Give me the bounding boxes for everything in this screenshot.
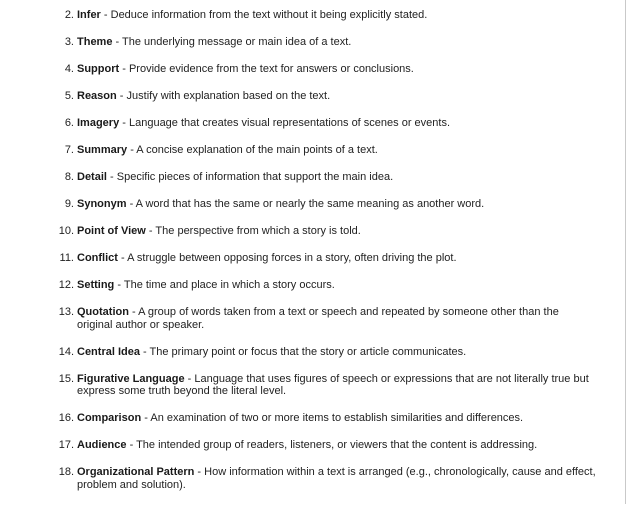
item-definition: - Specific pieces of information that support the main idea.	[106, 171, 394, 183]
item-term: Comparison	[77, 412, 142, 424]
item-number: 15.	[58, 372, 74, 385]
item-definition: - A group of words taken from a text or speech and repeated by someone other than the original author or speaker.	[77, 306, 559, 331]
item-definition: - Justify with explanation based on the text.	[116, 90, 331, 102]
item-term: Detail	[77, 171, 107, 183]
item-term: Support	[77, 63, 120, 75]
item-definition: - A word that has the same or nearly the same meaning as another word.	[126, 198, 485, 210]
list-item	[56, 198, 596, 211]
item-number: 10.	[58, 225, 74, 237]
item-number: 13.	[58, 306, 74, 318]
item-number: 7.	[64, 144, 74, 156]
item-term: Summary	[77, 144, 128, 156]
list-item	[56, 373, 596, 398]
list-item	[56, 144, 596, 157]
item-definition: - Provide evidence from the text for answers or conclusions.	[119, 63, 414, 75]
item-term: Reason	[77, 90, 117, 102]
list-item	[56, 346, 596, 359]
item-definition: - Language that creates visual representations of scenes or events.	[119, 117, 451, 129]
item-term: Quotation	[77, 306, 129, 318]
list-item	[56, 439, 596, 452]
list-item	[56, 63, 596, 76]
item-number: 16.	[58, 412, 74, 424]
item-number: 5.	[64, 90, 74, 102]
item-definition: - The primary point or focus that the story or article communicates.	[139, 345, 467, 358]
item-term: Figurative Language	[77, 372, 185, 385]
list-item	[56, 117, 596, 130]
item-definition: - Deduce information from the text without it being explicitly stated.	[100, 9, 428, 21]
item-definition: - The time and place in which a story occurs.	[114, 279, 335, 291]
item-term: Infer	[77, 9, 101, 21]
item-number: 6.	[64, 117, 74, 129]
item-number: 14.	[58, 345, 74, 358]
item-number: 4.	[64, 63, 74, 75]
item-term: Point of View	[77, 225, 146, 237]
item-number: 12.	[58, 279, 74, 291]
item-definition: - The underlying message or main idea of a text.	[112, 36, 352, 48]
list-item	[56, 225, 596, 238]
item-definition: - A struggle between opposing forces in a story, often driving the plot.	[117, 252, 457, 264]
item-definition: - The intended group of readers, listeners, or viewers that the content is addressing.	[126, 439, 538, 451]
item-term: Central Idea	[77, 345, 140, 358]
item-definition: - Language that uses figures of speech or expressions that are not literally true but express some truth beyond the literal level.	[77, 372, 589, 397]
item-definition: - An examination of two or more items to establish similarities and differences.	[141, 412, 524, 424]
list-item	[56, 466, 596, 491]
item-definition: - How information within a text is arranged (e.g., chronologically, cause and effect, problem and solution).	[77, 466, 596, 491]
item-term: Audience	[77, 439, 127, 451]
item-number: 3.	[64, 36, 74, 48]
item-term: Organizational Pattern	[77, 466, 195, 478]
item-term: Imagery	[77, 117, 120, 129]
item-number: 18.	[58, 466, 74, 478]
item-term: Setting	[77, 279, 115, 291]
item-definition: - The perspective from which a story is told.	[145, 225, 361, 237]
list-item	[56, 412, 596, 425]
item-number: 9.	[64, 198, 74, 210]
item-term: Conflict	[77, 252, 118, 264]
list-item	[56, 171, 596, 184]
list-item	[56, 252, 596, 265]
list-item	[56, 9, 596, 22]
item-term: Synonym	[77, 198, 127, 210]
list-item	[56, 279, 596, 292]
list-item	[56, 36, 596, 49]
list-item	[56, 306, 596, 331]
item-term: Theme	[77, 36, 113, 48]
item-number: 2.	[64, 9, 74, 21]
vocabulary-list	[56, 9, 596, 506]
item-number: 8.	[64, 171, 74, 183]
item-number: 17.	[58, 439, 74, 451]
item-number: 11.	[59, 252, 74, 264]
list-item	[56, 90, 596, 103]
item-definition: - A concise explanation of the main points of a text.	[127, 144, 378, 156]
